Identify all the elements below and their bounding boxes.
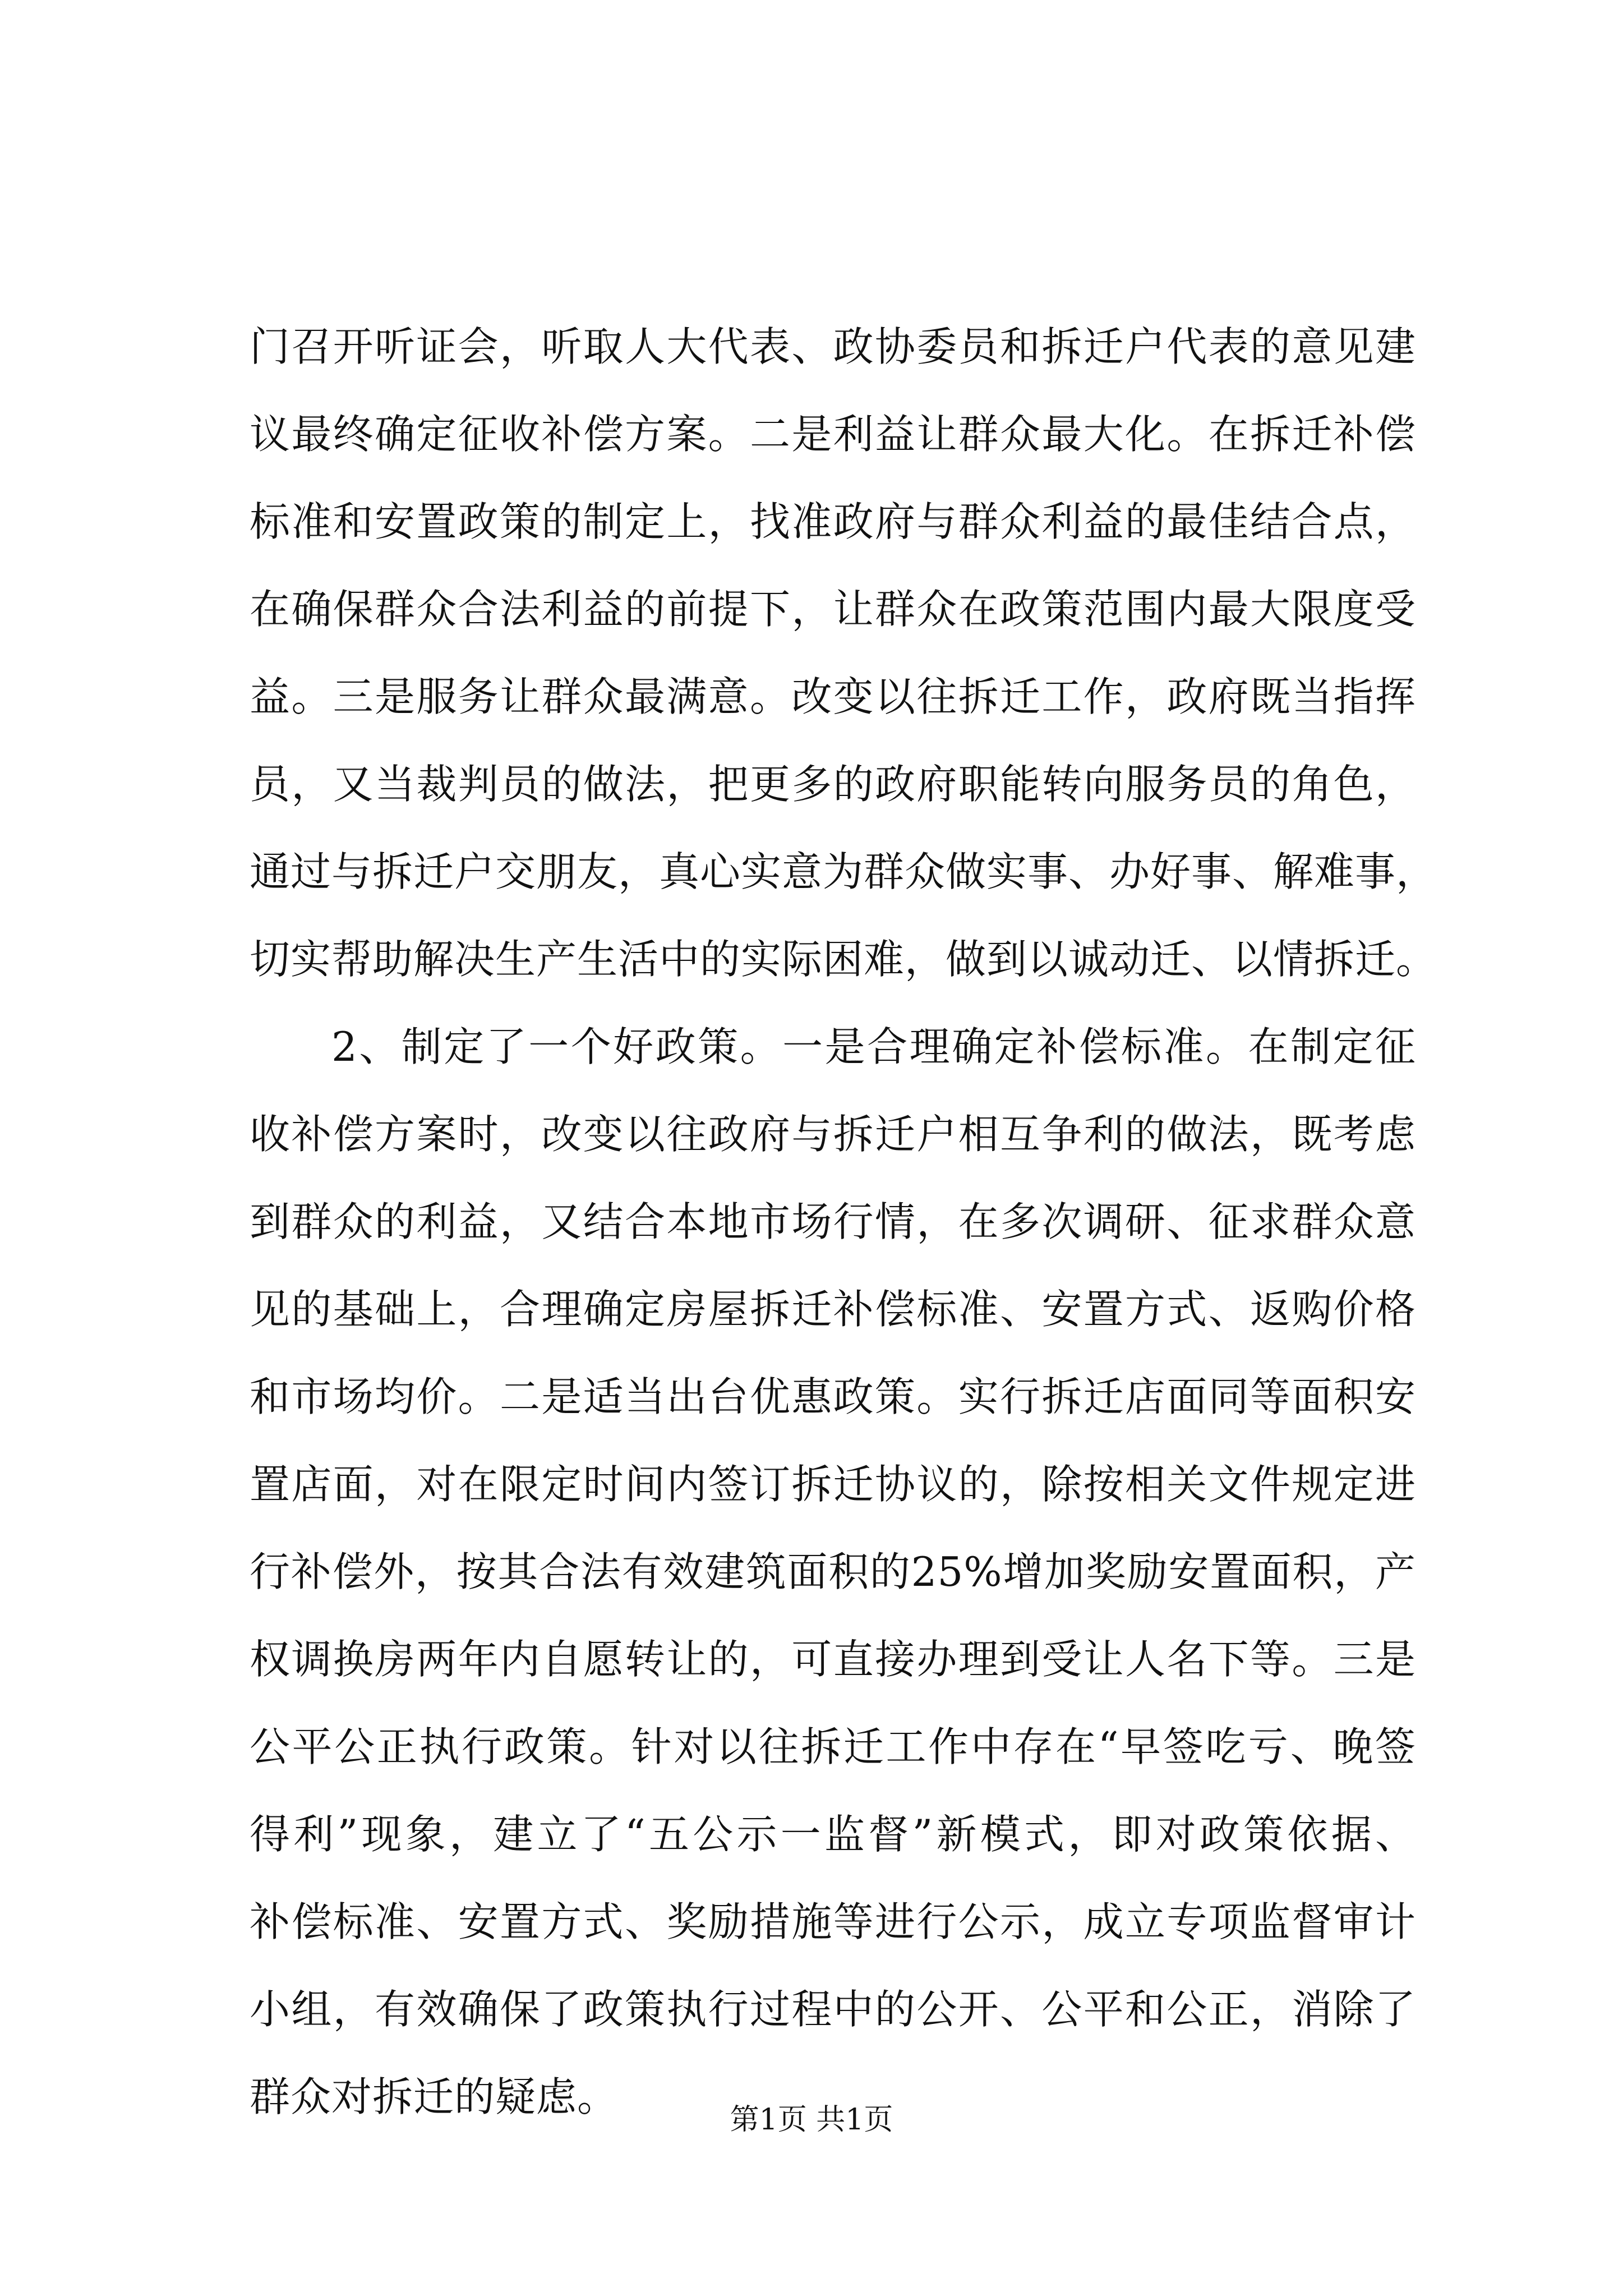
text-line: 置店面，对在限定时间内签订拆迁协议的，除按相关文件规定进 [250,1461,1416,1508]
text-line: 到群众的利益，又结合本地市场行情，在多次调研、征求群众意 [250,1198,1416,1245]
text-line: 公平公正执行政策。针对以往拆迁工作中存在“早签吃亏、晚签 [250,1723,1416,1770]
page-footer [0,2100,1623,2139]
text-line: 行补偿外，按其合法有效建筑面积的25%增加奖励安置面积，产 [250,1548,1416,1595]
text-line: 见的基础上，合理确定房屋拆迁补偿标准、安置方式、返购价格 [250,1286,1416,1333]
text-line: 收补偿方案时，改变以往政府与拆迁户相互争利的做法，既考虑 [250,1111,1416,1158]
text-line: 议最终确定征收补偿方案。二是利益让群众最大化。在拆迁补偿 [250,411,1416,458]
text-line: 得利”现象，建立了“五公示一监督”新模式，即对政策依据、 [250,1811,1416,1858]
text-line: 小组，有效确保了政策执行过程中的公开、公平和公正，消除了 [250,1986,1416,2033]
text-line: 切实帮助解决生产生活中的实际困难，做到以诚动迁、以情拆迁。 [250,936,1437,983]
text-line: 益。三是服务让群众最满意。改变以往拆迁工作，政府既当指挥 [250,673,1416,720]
text-line: 门召开听证会，听取人大代表、政协委员和拆迁户代表的意见建 [250,323,1416,370]
document-body [250,303,1437,2141]
text-line: 和市场均价。二是适当出台优惠政策。实行拆迁店面同等面积安 [250,1373,1416,1420]
text-line: 在确保群众合法利益的前提下，让群众在政策范围内最大限度受 [250,586,1416,633]
text-line: 补偿标准、安置方式、奖励措施等进行公示，成立专项监督审计 [250,1898,1416,1945]
text-line: 通过与拆迁户交朋友，真心实意为群众做实事、办好事、解难事， [250,848,1437,895]
text-line: 权调换房两年内自愿转让的，可直接办理到受让人名下等。三是 [250,1636,1416,1683]
paragraph-end-line: 群众对拆迁的疑虑。 [250,2073,619,2120]
paragraph-start-line: 2、制定了一个好政策。一是合理确定补偿标准。在制定征 [331,1023,1416,1070]
page-number-label: 第1页 共1页 [730,2103,893,2137]
text-line: 标准和安置政策的制定上，找准政府与群众利益的最佳结合点， [250,498,1416,545]
text-line: 员，又当裁判员的做法，把更多的政府职能转向服务员的角色， [250,761,1416,808]
